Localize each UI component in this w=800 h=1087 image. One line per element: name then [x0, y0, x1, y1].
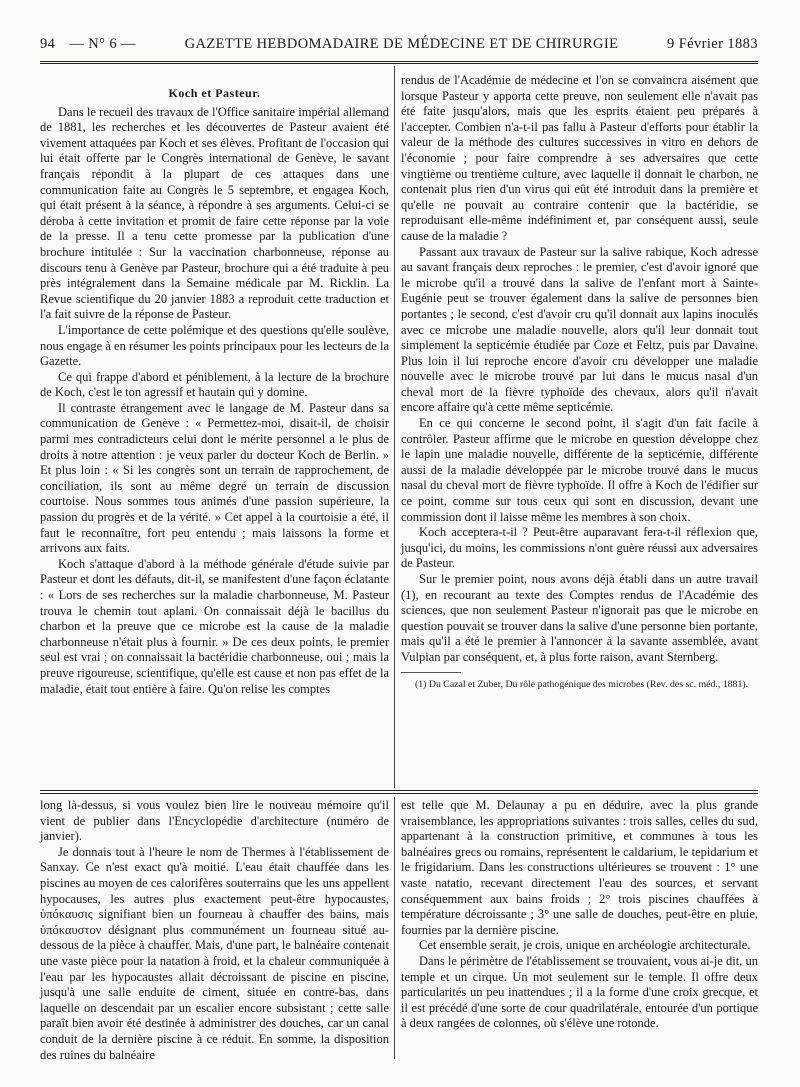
- header-rule: [40, 61, 758, 62]
- paragraph: Ce qui frappe d'abord et péniblement, à la lecture de la brochure de Koch, c'est le ton agressif et hautain qui y domine.: [40, 369, 389, 400]
- footnote: (1) Du Cazal et Zuber, Du rôle pathogénique des microbes (Rev. des sc. méd., 1881).: [415, 678, 749, 690]
- paragraph: Je donnais tout à l'heure le nom de Thermes à l'établissement de Sanxay. Ce n'est exact qu'à moitié. L'eau était chauffée dans les piscines au moyen de ces calorifères souterrains que les uns appellent hypocauses, les autres plus exactement peut-être hypocaustes, ὑπόκαυσις signifiant bien un fourneau à chauffer des bains, mais ὑπόκαυστον désignant plus communément un fourneau situé au-dessous de la pièce à chauffer. Mais, d'une part, le balnéaire contenait une vaste pièce pour la natation à froid, et la chaleur communiquée à l'eau par les hypocaustes allait décroissant de piscine en piscine, jusqu'à une salle enduite de ciment, située en contre-bas, dans laquelle on descendait par un escalier encore subsistant ; cette salle paraît bien avoir été destinée à administrer des douches, car un canal conduit de la dernière piscine à ce réduit. En somme, la disposition des ruines du balnéaire: [40, 844, 389, 1062]
- paragraph: Dans le périmètre de l'établissement se trouvaient, vous ai-je dit, un temple et un cirque. Un mot seulement sur le temple. Il offre deux particularités un peu inattendues ; il a la forme d'une croix grecque, et il est précédé d'une sorte de cour quadrilatérale, entourée d'un portique à deux rangées de colonnes, où s'élève une rotonde.: [401, 953, 758, 1031]
- header-rule-secondary: [40, 63, 758, 64]
- feuilleton-column-right: [401, 798, 758, 1032]
- page-number: 94: [40, 36, 56, 52]
- issue-date: 9 Février 1883: [667, 36, 758, 52]
- article-column-left: [40, 86, 389, 697]
- column-divider-top: [394, 66, 395, 788]
- paragraph: long là-dessus, si vous voulez bien lire le nouveau mémoire qu'il vient de publier dans l'Encyclopédie d'architecture (numéro de janvier).: [40, 798, 389, 844]
- issue-number: — N° 6 —: [69, 36, 136, 52]
- paragraph: L'importance de cette polémique et des questions qu'elle soulève, nous engage à en résumer les points principaux pour les lecteurs de la Gazette.: [40, 322, 389, 369]
- paragraph: En ce qui concerne le second point, il s'agit d'un fait facile à contrôler. Pasteur affirme que le microbe en question développe chez le lapin une maladie nouvelle, différente de la septicémie, différente aussi de la maladie développée par le microbe trouvé dans le mucus nasal du cheval mort de fièvre typhoïde. Il offre à Koch de l'édifier sur ce point, comme sur tous ceux qui sont en discussion, devant une commission dont il laisse même les membres à son choix.: [401, 416, 758, 524]
- paragraph: est telle que M. Delaunay a pu en déduire, avec la plus grande vraisemblance, les appropriations suivantes : trois salles, celles du sud, appartenant à la construction primitive, et communes à tous les balnéaires grecs ou romains, représentent le caldarium, le tepidarium et le frigidarium. Dans les constructions ultérieures se trouvent : 1° une vaste natatio, recevant directement l'eau des sources, et servant conséquemment aux bains froids ; 2° trois piscines chauffées à température décroissante ; 3° une salle de douches, peut-être en pluie, fournies par la dernière piscine.: [401, 798, 758, 937]
- footnote-rule: [401, 672, 461, 673]
- running-header: [40, 36, 758, 58]
- paragraph: Koch s'attaque d'abord à la méthode générale d'étude suivie par Pasteur et dont les défauts, dit-il, se manifestent d'une façon éclatante : « Lors de ses recherches sur la maladie charbonneuse, M. Pasteur trouva le chemin tout aplani. On connaissait déjà le bacillus du charbon et la preuve que ce microbe est la cause de la maladie charbonneuse n'était plus à fournir. » De ces deux points, le premier seul est vrai ; on connaissait la bactéridie charbonneuse, oui ; mais la preuve rigoureuse, scientifique, qu'elle est cause et non pas effet de la maladie, était tout entière à faire. Qu'on relise les comptes: [40, 556, 389, 696]
- paragraph: Passant aux travaux de Pasteur sur la salive rabique, Koch adresse au savant français deux reproches : le premier, c'est d'avoir ignoré que le microbe qu'il a trouvé dans la salive de l'enfant mort à Sainte-Eugénie peut se trouver également dans la salive de personnes bien portantes ; le second, c'est d'avoir cru qu'il donnait aux lapins inoculés avec ce microbe une maladie nouvelle, alors qu'il leur donnait tout simplement la septicémie étudiée par Coze et Feltz, puis par Davaine. Plus loin il lui reproche encore d'avoir cru développer une maladie nouvelle avec le microbe trouvé par lui dans le mucus nasal d'un cheval mort de la fièvre typhoïde des chevaux, alors qu'il n'avait encore affaire qu'à cette même septicémie.: [401, 244, 758, 415]
- feuilleton-column-left: [40, 798, 389, 1063]
- section-divider-rule-secondary: [40, 793, 758, 794]
- paragraph: Cet ensemble serait, je crois, unique en archéologie architecturale.: [419, 938, 751, 953]
- paragraph: rendus de l'Académie de médecine et l'on se convaincra aisément que lorsque Pasteur y apporta cette preuve, non seulement elle n'avait pas été faite jusqu'alors, mais que les esprits étaient peu préparés à l'accepter. Combien n'a-t-il pas fallu à Pasteur d'efforts pour établir la valeur de la méthode des cultures successives in vitro en dehors de l'économie ; pour faire comprendre à ses adversaires que cette vingtième ou trentième culture, avec laquelle il donnait le charbon, ne contenait plus rien d'un virus qui eût été introduit dans la première et qu'elle ne pouvait au contraire contenir que la bactéridie, se reproduisant elle-même indéfiniment et, par conséquent aussi, seule cause de la maladie ?: [401, 73, 758, 243]
- journal-title: GAZETTE HEBDOMADAIRE DE MÉDECINE ET DE CHIRURGIE: [184, 36, 619, 52]
- paragraph: Dans le recueil des travaux de l'Office sanitaire impérial allemand de 1881, les recherches et les découvertes de Pasteur avaient été vivement attaquées par Koch et ses élèves. Profitant de l'occasion qui lui était offerte par le Congrès international de Genève, le savant français répondit à la plupart de ces attaques dans une communication faite au Congrès le 5 septembre, et engagea Koch, qui était présent à la séance, à répondre à ses arguments. Celui-ci se déroba à cette invitation et promit de faire cette réponse par la voie de la presse. Il a tenu cette promesse par la publication d'une brochure intitulée : Sur la vaccination charbonneuse, réponse au discours tenu à Genève par Pasteur, brochure qui a été traduite à peu près intégralement dans la Semaine médicale par M. Ricklin. La Revue scientifique du 20 janvier 1883 a reproduit cette traduction et l'a fait suivre de la réponse de Pasteur.: [40, 104, 389, 322]
- paragraph: Il contraste étrangement avec le langage de M. Pasteur dans sa communication de Genève : « Permettez-moi, disait-il, de choisir parmi mes contradicteurs celui dont le mérite personnel a le plus de droits à notre attention : je veux parler du docteur Koch de Berlin. » Et plus loin : « Si les congrès sont un terrain de rapprochement, de conciliation, ils sont au même degré un terrain de discussion courtoise. Nous sommes tous animés d'une passion supérieure, la passion du progrès et de la vérité. » Cet appel à la courtoisie a été, il faut le reconnaître, fort peu entendu ; mais laissons la forme et arrivons aux faits.: [40, 400, 389, 556]
- paragraph: Koch acceptera-t-il ? Peut-être auparavant fera-t-il réflexion que, jusqu'ici, du moins, les commissions n'ont guère réussi aux adversaires de Pasteur.: [401, 525, 758, 571]
- article-column-right: [401, 73, 758, 691]
- column-divider-bottom: [394, 797, 395, 1059]
- section-divider-rule: [40, 790, 758, 791]
- article-title: Koch et Pasteur.: [168, 86, 261, 100]
- paragraph: Sur le premier point, nous avons déjà établi dans un autre travail (1), en recourant au texte des Comptes rendus de l'Académie des sciences, que non seulement Pasteur n'ignorait pas que le microbe en question pouvait se trouver dans la salive d'une personne bien portante, mais qu'il a été le premier à l'annoncer à la savante assemblée, avant Vulpian par conséquent, et, à plus forte raison, avant Sternberg.: [401, 572, 758, 664]
